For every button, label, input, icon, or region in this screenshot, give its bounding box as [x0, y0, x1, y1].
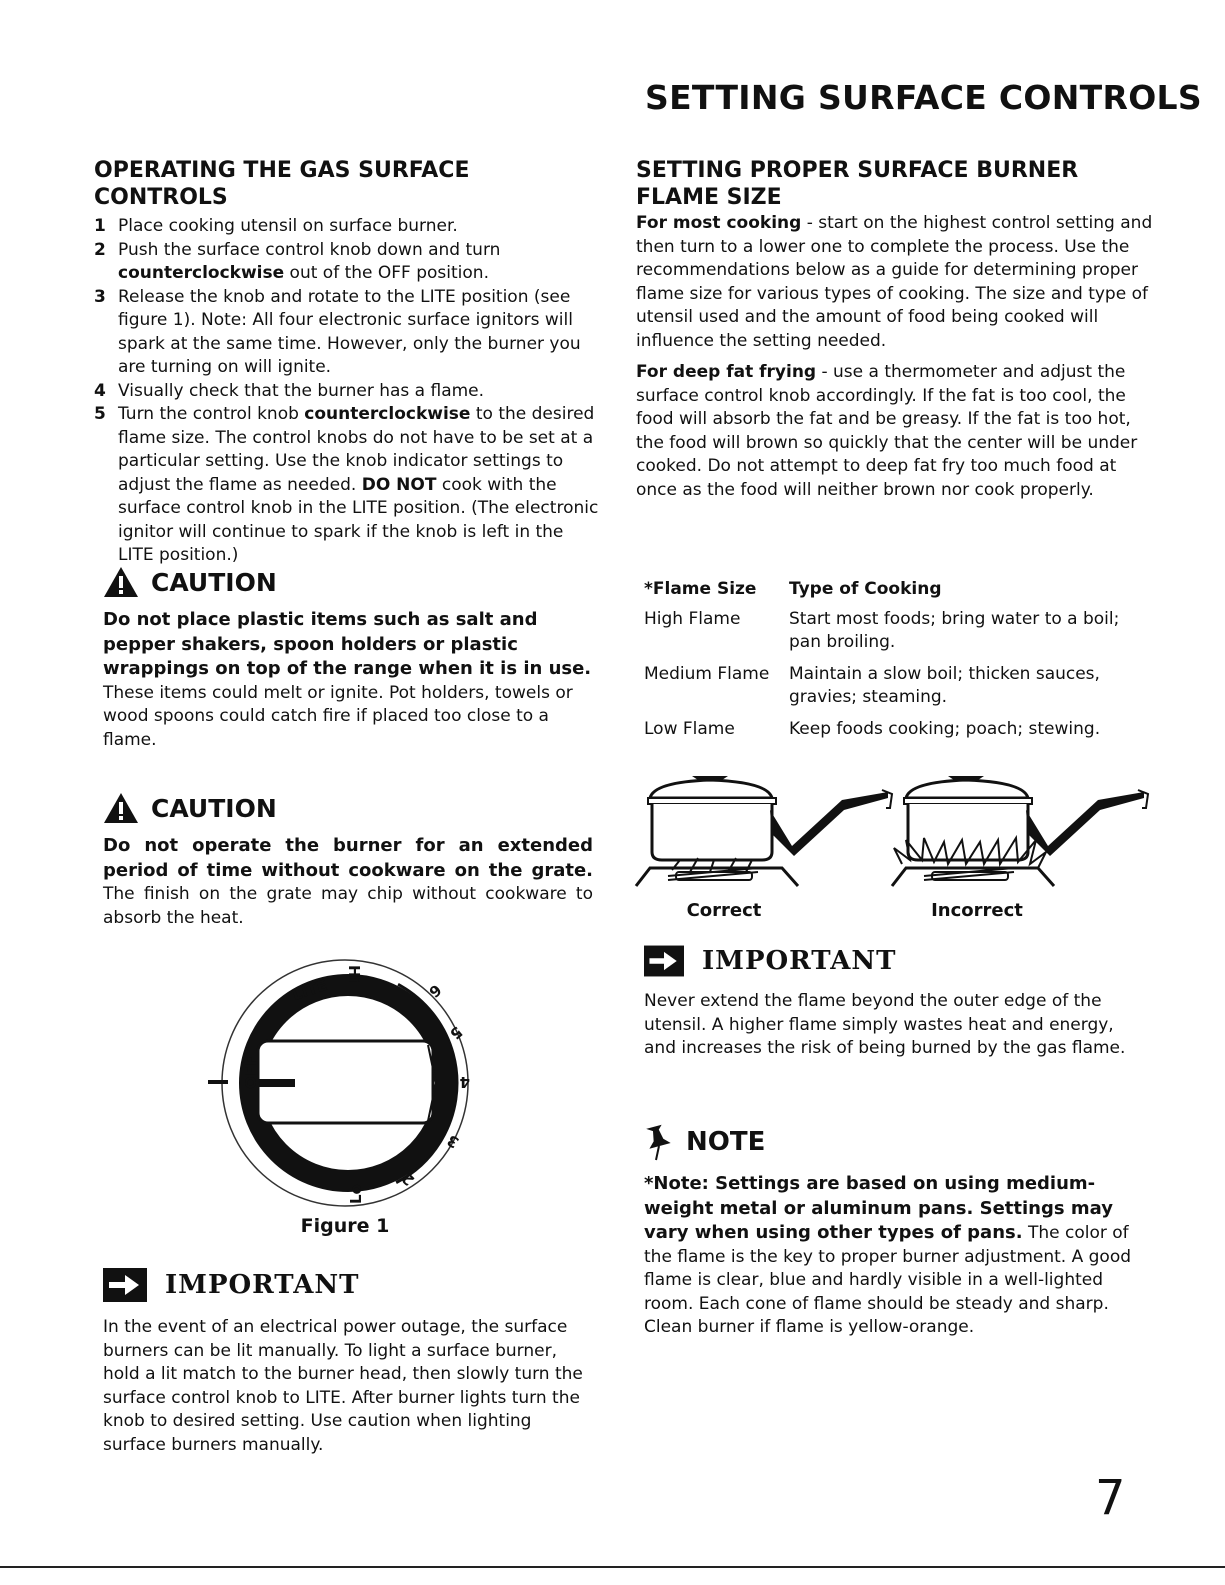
- knob-label-hi: Hi: [345, 965, 363, 983]
- table-header-row: [644, 578, 1144, 602]
- step-number: 5: [94, 404, 106, 424]
- table-row: [644, 663, 1144, 710]
- page-title: SETTING SURFACE CONTROLS: [645, 78, 1202, 117]
- step-text: Place cooking utensil on surface burner.: [118, 216, 458, 236]
- important-text: Never extend the flame beyond the outer edge of the utensil. A higher flame simply wastes heat and energy, and increases the risk of being burned by the gas flame.: [644, 991, 1126, 1058]
- bottom-rule: [0, 1566, 1225, 1568]
- section-heading-flame-size: SETTING PROPER SURFACE BURNER FLAME SIZE: [636, 158, 1079, 210]
- step-text: Push the surface control knob down and turn: [118, 239, 501, 260]
- step-text: cook with the surface control knob in the LITE position. (The electronic ignitor will continue to spark if the knob is left in the LITE position.): [118, 474, 599, 565]
- caution-text: The finish on the grate may chip without cookware to absorb the heat.: [103, 884, 593, 928]
- table-cell: Start most foods; bring water to a boil; pan broiling.: [789, 608, 1120, 652]
- page-number: 7: [1095, 1470, 1126, 1526]
- caution-box-1: [103, 566, 593, 752]
- step-text: counterclockwise: [304, 404, 471, 424]
- step-number: 1: [94, 216, 106, 236]
- warning-icon: [103, 566, 139, 598]
- warning-icon: [103, 792, 139, 824]
- steps-list: [94, 215, 599, 568]
- step-item: [94, 239, 599, 286]
- caution-box-2: [103, 792, 593, 930]
- table-cell: Low Flame: [644, 718, 735, 739]
- pan-correct: [636, 776, 892, 886]
- pan-caption-incorrect: Incorrect: [931, 900, 1023, 921]
- pan-caption-correct: Correct: [686, 900, 762, 921]
- knob-label-3: 3: [443, 1130, 462, 1152]
- control-knob-figure: [200, 955, 490, 1215]
- knob-label-6: 6: [425, 980, 445, 1002]
- left-column: [94, 157, 599, 568]
- knob-label-off: OFF: [242, 1055, 260, 1089]
- step-text: out of the OFF position.: [284, 263, 489, 283]
- right-column: [636, 157, 1156, 502]
- caution-bold-text: Do not operate the burner for an extended period of time without cookware on the grate.: [103, 835, 593, 881]
- arrow-right-icon: [103, 1268, 147, 1302]
- section-heading-operating: OPERATING THE GAS SURFACE CONTROLS: [94, 158, 470, 210]
- important-title: IMPORTANT: [165, 1270, 360, 1300]
- step-text: Turn the control knob: [118, 404, 305, 424]
- paragraph-lead: For deep fat frying: [636, 362, 817, 382]
- important-box-right: [644, 944, 1134, 1061]
- step-text: counterclockwise: [118, 263, 285, 283]
- step-text: Release the knob and rotate to the LITE position (see figure 1). Note: All four electronic surface ignitors will spark at the same time. However, only the burner you are turning on will ignite.: [118, 286, 581, 377]
- table-header: *Flame Size: [644, 579, 757, 599]
- step-number: 4: [94, 380, 106, 401]
- step-item: [94, 215, 599, 239]
- table-cell: Medium Flame: [644, 663, 770, 684]
- step-number: 3: [94, 286, 106, 307]
- knob-label-4: 4: [459, 1073, 470, 1091]
- note-bold-text: *Note: Settings are based on using medium-weight metal or aluminum pans. Settings may vary when using other types of pans.: [644, 1173, 1113, 1243]
- pan-flame-illustration: [632, 768, 1152, 893]
- step-text: DO NOT: [361, 474, 437, 495]
- step-item: [94, 380, 599, 404]
- figure-caption: Figure 1: [300, 1215, 390, 1237]
- pan-incorrect: [892, 776, 1148, 886]
- table-row: [644, 608, 1144, 655]
- knob-label-2: 2: [398, 1169, 419, 1190]
- note-title: NOTE: [686, 1127, 766, 1157]
- step-number: 2: [94, 239, 106, 260]
- step-text: Visually check that the burner has a flame.: [118, 380, 485, 401]
- caution-title: CAUTION: [151, 567, 277, 597]
- flame-size-table: [644, 578, 1144, 749]
- paragraph-text: - start on the highest control setting and then turn to a lower one to complete the process. Use the recommendations below as a guide for determining proper flame size for various types of cooking. The size and type of utensil used and the amount of food being cooked will influence the setting needed.: [636, 213, 1153, 351]
- knob-label-lite: LITE: [290, 975, 330, 1005]
- pushpin-icon: [644, 1122, 674, 1162]
- important-box-left: [103, 1268, 583, 1457]
- note-box: [644, 1122, 1144, 1340]
- important-text: In the event of an electrical power outage, the surface burners can be lit manually. To light a surface burner, hold a lit match to the burner head, then slowly turn the surface control knob to LITE. After burner lights turn the knob to desired setting. Use caution when lighting surface burners manually.: [103, 1317, 583, 1455]
- step-item: [94, 286, 599, 380]
- knob-label-5: 5: [446, 1022, 466, 1044]
- step-text: to the desired flame size. The control knobs do not have to be set at a particular setting. Use the knob indicator settings to adjust the flame as needed.: [118, 404, 595, 495]
- paragraph-lead: For most cooking: [636, 213, 802, 233]
- table-header: Type of Cooking: [789, 579, 942, 599]
- caution-text: These items could melt or ignite. Pot holders, towels or wood spoons could catch fire if placed too close to a flame.: [103, 682, 573, 750]
- step-item: [94, 403, 599, 568]
- knob-label-lo: Lo: [347, 1184, 365, 1204]
- note-text: The color of the flame is the key to proper burner adjustment. A good flame is clear, blue and hardly visible in a well-lighted room. Each cone of flame should be steady and sharp. Clean burner if flame is yellow-orange.: [644, 1223, 1132, 1337]
- arrow-right-icon: [644, 944, 684, 978]
- caution-bold-text: Do not place plastic items such as salt and pepper shakers, spoon holders or plastic wrappings on top of the range when it is in use.: [103, 609, 592, 679]
- caution-title: CAUTION: [151, 793, 277, 823]
- table-cell: Maintain a slow boil; thicken sauces, gravies; steaming.: [789, 663, 1100, 707]
- table-row: [644, 718, 1144, 742]
- table-cell: Keep foods cooking; poach; stewing.: [789, 718, 1101, 739]
- paragraph-text: - use a thermometer and adjust the surface control knob accordingly. If the fat is too cool, the food will absorb the fat and be greasy. If the fat is too hot, the food will brown so quickly that the center will be under cooked. Do not attempt to deep fat fry too much food at once as the food will neither brown nor cook properly.: [636, 362, 1138, 500]
- table-cell: High Flame: [644, 608, 741, 629]
- important-title: IMPORTANT: [702, 946, 897, 976]
